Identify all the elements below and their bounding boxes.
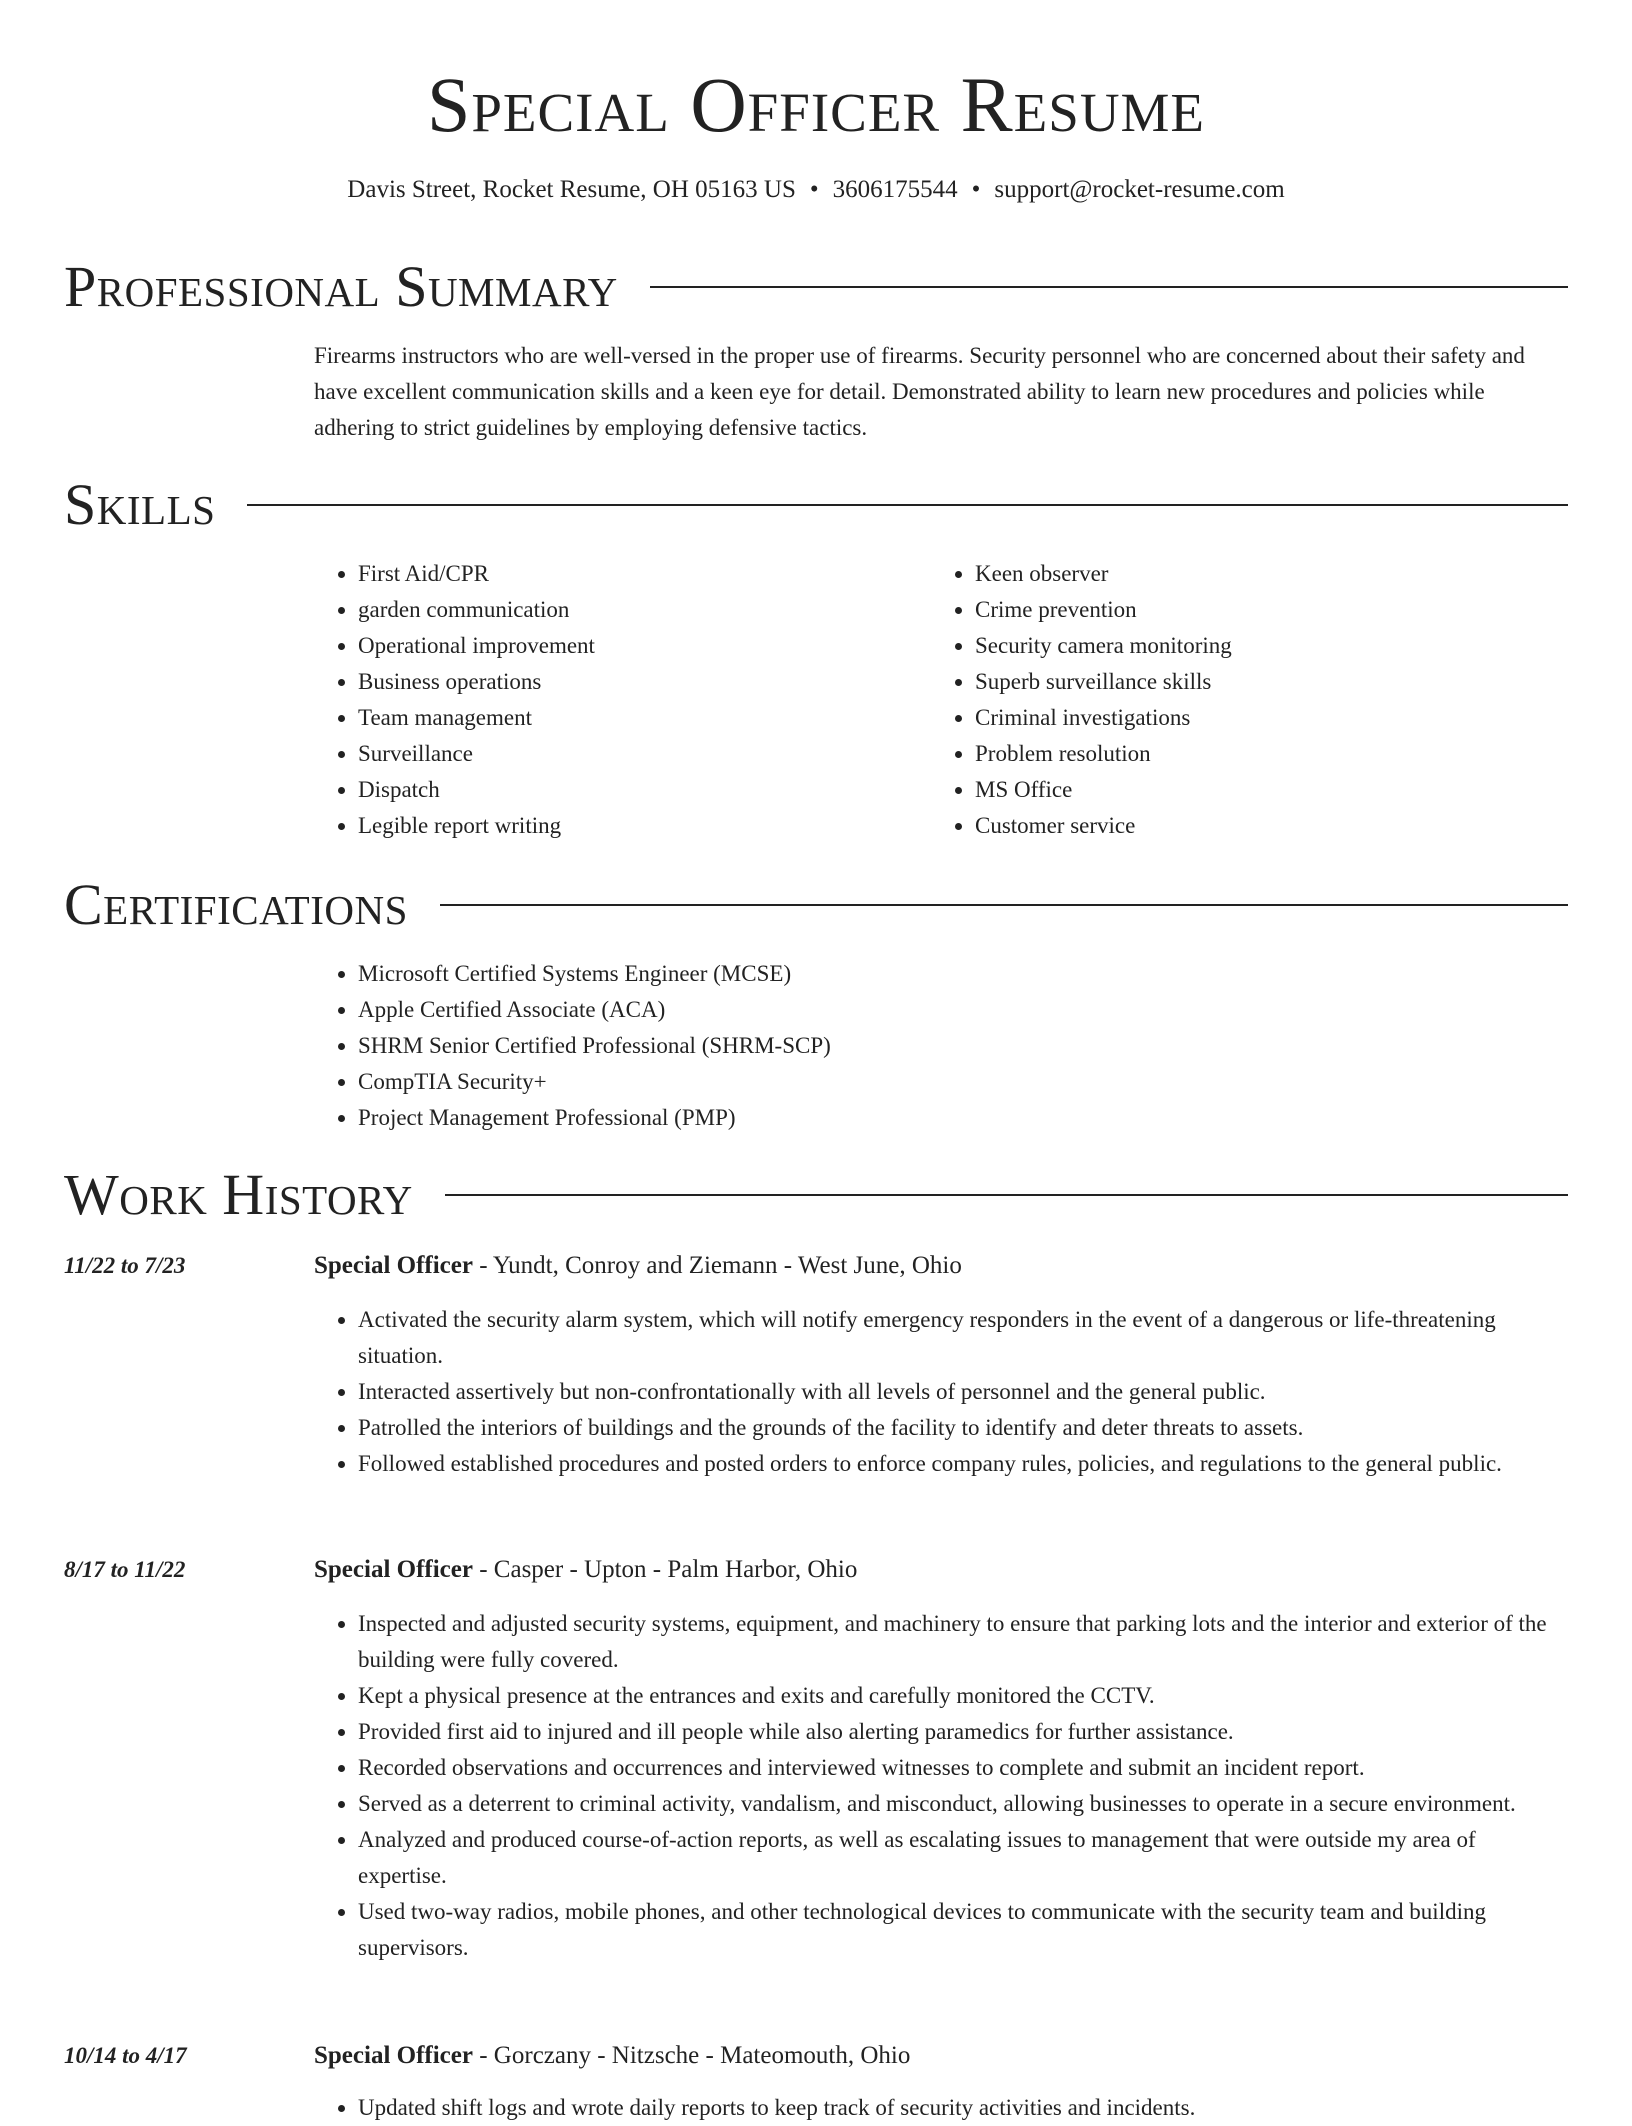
skill-item: • Legible report writing xyxy=(358,808,914,844)
skills-left-column xyxy=(314,556,914,844)
skills-right-column xyxy=(931,556,1531,844)
certification-item: • Microsoft Certified Systems Engineer (MCSE) xyxy=(358,956,1568,992)
job-duties-list xyxy=(314,1606,1568,1966)
job-title: Special Officer xyxy=(314,1556,473,1583)
job-title: Special Officer xyxy=(314,2042,473,2069)
certification-item: • Project Management Professional (PMP) xyxy=(358,1100,1568,1136)
skill-item: • Business operations xyxy=(358,664,914,700)
job-duty-item: • Provided first aid to injured and ill people while also alerting paramedics for further assistance. xyxy=(358,1714,1568,1750)
job-duty-item: • Patrolled the interiors of buildings and the grounds of the facility to identify and deter threats to assets. xyxy=(358,1410,1568,1446)
contact-separator: • xyxy=(971,176,981,203)
summary-text: Firearms instructors who are well-versed in the proper use of firearms. Security personnel who are concerned about their safety and have excellent communication skills and a keen eye for detail. Demonstrated ability to learn new procedures and policies while adhering to strict guidelines by employing defensive tactics. xyxy=(314,343,1525,440)
job-title: Special Officer xyxy=(314,1252,473,1279)
job-duty-item: • Inspected and adjusted security systems, equipment, and machinery to ensure that parking lots and the interior and exterior of the building were fully covered. xyxy=(358,1606,1568,1678)
skills-section-header xyxy=(64,470,1568,540)
skill-item: • Security camera monitoring xyxy=(975,628,1531,664)
job-dates: 10/14 to 4/17 xyxy=(64,2043,187,2068)
job-duty-item: • Interacted assertively but non-confrontationally with all levels of personnel and the general public. xyxy=(358,1374,1568,1410)
skill-item: • First Aid/CPR xyxy=(358,556,914,592)
job-duty-item: • Activated the security alarm system, which will notify emergency responders in the event of a dangerous or life-threatening situation. xyxy=(358,1302,1568,1374)
skill-item: • Superb surveillance skills xyxy=(975,664,1531,700)
job-employer: - Gorczany - Nitzsche - Mateomouth, Ohio xyxy=(472,2042,911,2069)
certification-item: • CompTIA Security+ xyxy=(358,1064,1568,1100)
contact-phone: 3606175544 xyxy=(832,176,958,203)
job-duty-item: • Recorded observations and occurrences and interviewed witnesses to complete and submit an incident report. xyxy=(358,1750,1568,1786)
job-duties-list xyxy=(314,1302,1568,1482)
job-duty-item: • Kept a physical presence at the entrances and exits and carefully monitored the CCTV. xyxy=(358,1678,1568,1714)
certifications-heading: Certifications xyxy=(64,872,408,937)
section-divider xyxy=(247,504,1568,506)
skill-item: • Operational improvement xyxy=(358,628,914,664)
job-employer: - Casper - Upton - Palm Harbor, Ohio xyxy=(472,1556,858,1583)
skill-item: • Customer service xyxy=(975,808,1531,844)
skills-heading: Skills xyxy=(64,472,216,537)
summary-heading: Professional Summary xyxy=(64,254,618,319)
skill-item: • garden communication xyxy=(358,592,914,628)
job-duty-item: • Analyzed and produced course-of-action reports, as well as escalating issues to management that were outside my area of expertise. xyxy=(358,1822,1568,1894)
certification-item: • Apple Certified Associate (ACA) xyxy=(358,992,1568,1028)
work-history-heading: Work History xyxy=(64,1162,413,1227)
skill-item: • Team management xyxy=(358,700,914,736)
job-duty-item: • Updated shift logs and wrote daily reports to keep track of security activities and incidents. xyxy=(358,2090,1568,2126)
contact-separator: • xyxy=(809,176,819,203)
job-employer: - Yundt, Conroy and Ziemann - West June, Ohio xyxy=(472,1252,962,1279)
job-duty-item: • Used two-way radios, mobile phones, and other technological devices to communicate with the security team and building supervisors. xyxy=(358,1894,1568,1966)
section-divider xyxy=(440,904,1568,906)
contact-email: support@rocket-resume.com xyxy=(994,176,1285,203)
skill-item: • Dispatch xyxy=(358,772,914,808)
job-duty-item: • Followed established procedures and posted orders to enforce company rules, policies, and regulations to the general public. xyxy=(358,1446,1568,1482)
skill-item: • MS Office xyxy=(975,772,1531,808)
contact-line xyxy=(0,172,1632,208)
work-history-section-header xyxy=(64,1160,1568,1230)
job-heading xyxy=(314,1552,1568,1588)
resume-title: Special Officer Resume xyxy=(426,61,1206,148)
job-dates: 11/22 to 7/23 xyxy=(64,1253,186,1278)
certifications-section-header xyxy=(64,870,1568,940)
skill-item: • Crime prevention xyxy=(975,592,1531,628)
summary-section-header xyxy=(64,252,1568,322)
section-divider xyxy=(650,286,1568,288)
skill-item: • Criminal investigations xyxy=(975,700,1531,736)
job-heading xyxy=(314,1248,1568,1284)
skill-item: • Problem resolution xyxy=(975,736,1531,772)
skill-item: • Surveillance xyxy=(358,736,914,772)
certifications-list xyxy=(314,956,1568,1136)
contact-address: Davis Street, Rocket Resume, OH 05163 US xyxy=(347,176,796,203)
section-divider xyxy=(445,1194,1568,1196)
job-heading xyxy=(314,2038,1568,2074)
job-duties-list xyxy=(314,2090,1568,2126)
certification-item: • SHRM Senior Certified Professional (SHRM-SCP) xyxy=(358,1028,1568,1064)
skill-item: • Keen observer xyxy=(975,556,1531,592)
job-dates: 8/17 to 11/22 xyxy=(64,1557,186,1582)
job-duty-item: • Served as a deterrent to criminal activity, vandalism, and misconduct, allowing businesses to operate in a secure environment. xyxy=(358,1786,1568,1822)
